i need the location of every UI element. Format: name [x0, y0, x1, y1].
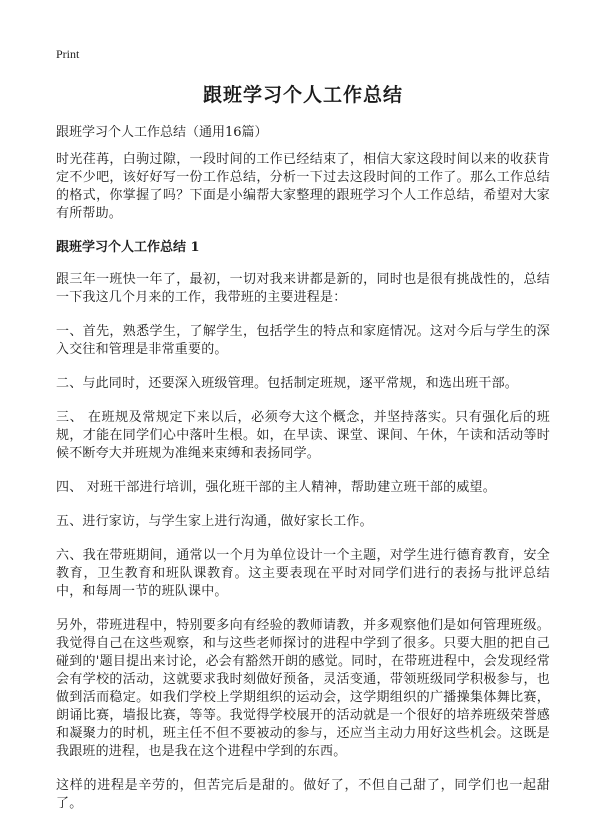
body-paragraph: 六、我在带班期间，通常以一个月为单位设计一个主题，对学生进行德育教育，安全教育，卫生教育和班队课教育。这主要表现在平时对同学们进行的表扬与批评总结中，和每周一节的班队课中。 [56, 548, 550, 599]
print-link[interactable]: Print [56, 47, 80, 61]
body-paragraph: 这样的进程是辛劳的，但苦完后是甜的。做好了，不但自己甜了，同学们也一起甜了。 [56, 778, 550, 811]
body-paragraph: 另外，带班进程中，特别要多向有经验的教师请教，并多观察他们是如何管理班级。我觉得自己在这些观察，和与这些老师探讨的进程中学到了很多。只要大胆的把自己碰到的'题目提出来讨论，必会有豁然开朗的感觉。同时，在带班进程中，会发现经常会有学校的活动，这就要求我时刻做好预备，灵活变通，带领班级同学积极参与，也做到活而稳定。如我们学校上学期组织的运动会，这学期组织的广播操集体舞比赛，朗诵比赛，墙报比赛，等等。我觉得学校展开的活动就是一个很好的培养班级荣誉感和凝聚力的时机，班主任不但不要被动的参与，还应当主动力用好这些机会。这既是我跟班的进程，也是我在这个进程中学到的东西。 [56, 618, 550, 759]
intro-paragraph: 时光荏苒，白驹过隙，一段时间的工作已经结束了，相信大家这段时间以来的收获肯定不少吧，该好好写一份工作总结，分析一下过去这段时间的工作了。那么工作总结的格式，你掌握了吗？下面是小编帮大家整理的跟班学习个人工作总结，希望对大家有所帮助。 [56, 152, 550, 221]
body-paragraph: 三、 在班规及常规定下来以后，必须夸大这个概念，并坚持落实。只有强化后的班规，才能在同学们心中落叶生根。如，在早读、课堂、课间、午休，午读和活动等时候不断夸大并班规为准绳来束缚和表扬同学。 [56, 410, 550, 461]
document-body [56, 151, 550, 829]
page-title: 跟班学习个人工作总结 [202, 84, 403, 106]
body-paragraph: 一、首先，熟悉学生，了解学生，包括学生的特点和家庭情况。这对今后与学生的深入交往和管理是非常重要的。 [56, 324, 550, 357]
body-paragraph: 跟三年一班快一年了，最初，一切对我来讲都是新的，同时也是很有挑战性的，总结一下我这几个月来的工作，我带班的主要进程是： [56, 272, 550, 305]
document-subtitle: 跟班学习个人工作总结（通用16篇） [56, 125, 268, 140]
body-paragraph: 五、进行家访，与学生家上进行沟通，做好家长工作。 [56, 514, 373, 529]
body-paragraph: 四、 对班干部进行培训，强化班干部的主人精神，帮助建立班干部的威望。 [56, 480, 496, 495]
body-paragraph: 二、与此同时，还要深入班级管理。包括制定班规，逐平常规，和选出班干部。 [56, 376, 519, 391]
section-heading: 跟班学习个人工作总结 1 [56, 240, 200, 255]
